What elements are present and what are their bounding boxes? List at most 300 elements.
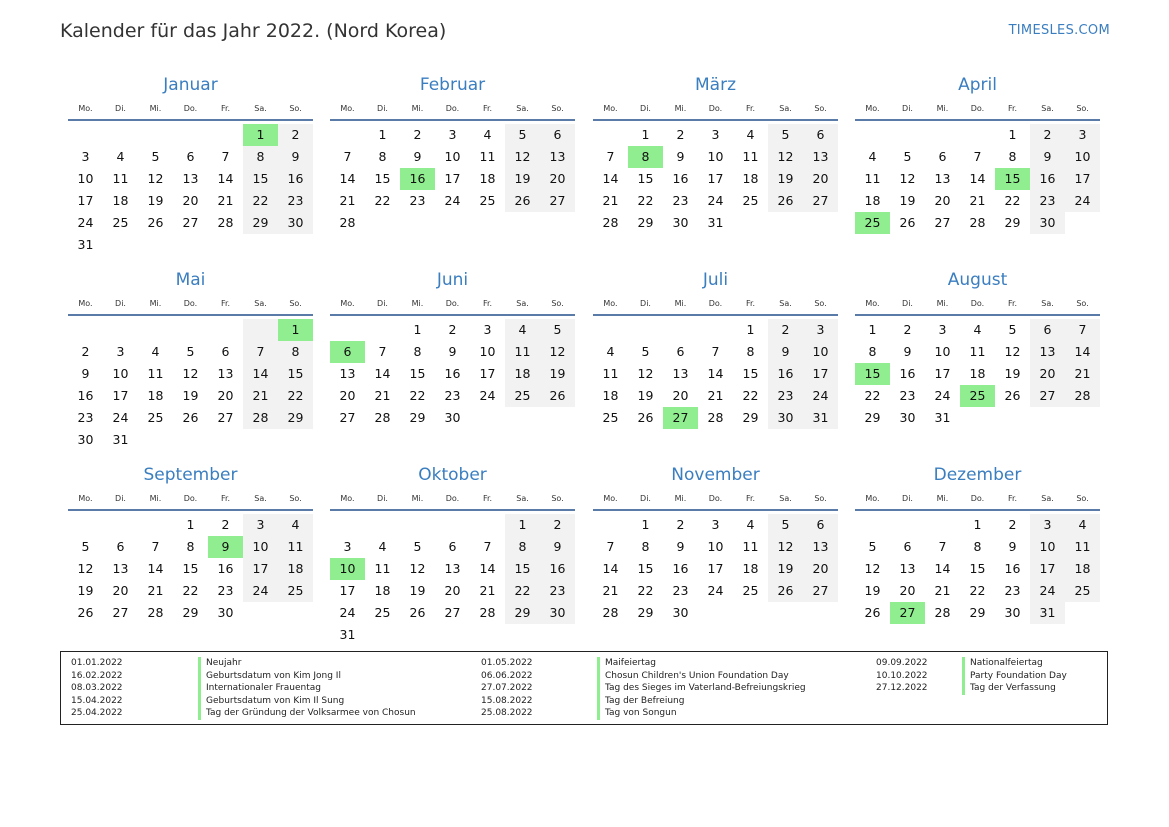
day-cell: 8	[243, 146, 278, 168]
day-cell: 26	[1004, 388, 1021, 403]
day-cell: 2	[413, 127, 422, 142]
weekday-label: Mo.	[78, 104, 93, 113]
day-cell: 15	[278, 363, 313, 385]
day-cell: 23	[1030, 190, 1065, 212]
day-cell: 26	[899, 215, 916, 230]
empty-cell	[593, 319, 628, 341]
weekday-label: Do.	[445, 104, 460, 113]
empty-cell	[330, 124, 365, 146]
holiday-day-cell: 16	[400, 168, 435, 190]
month-divider	[330, 119, 575, 121]
day-cell: 29	[243, 212, 278, 234]
month-divider	[593, 314, 838, 316]
day-cell: 20	[672, 388, 689, 403]
day-cell: 25	[602, 410, 619, 425]
day-cell: 13	[899, 561, 916, 576]
empty-cell	[925, 514, 960, 536]
day-cell: 26	[864, 605, 881, 620]
day-cell: 16	[672, 561, 689, 576]
day-cell: 10	[479, 344, 496, 359]
day-cell: 8	[413, 344, 422, 359]
empty-cell	[68, 319, 103, 341]
day-cell: 10	[444, 149, 461, 164]
month-name: Juli	[702, 270, 729, 290]
month-divider	[593, 509, 838, 511]
day-cell: 24	[243, 580, 278, 602]
day-cell: 31	[77, 237, 94, 252]
day-cell: 6	[448, 539, 457, 554]
day-cell: 9	[413, 149, 422, 164]
empty-cell	[435, 514, 470, 536]
weekday-label: Sa.	[254, 494, 267, 503]
day-cell: 16	[672, 171, 689, 186]
day-cell: 19	[77, 583, 94, 598]
month-mai	[68, 268, 313, 451]
weekday-label: So.	[551, 299, 564, 308]
weekday-label: Sa.	[254, 104, 267, 113]
day-cell: 12	[182, 366, 199, 381]
day-cell: 21	[479, 583, 496, 598]
day-cell: 4	[151, 344, 160, 359]
empty-cell	[138, 319, 173, 341]
day-cell: 22	[1004, 193, 1021, 208]
holiday-name: Tag von Songun	[597, 707, 677, 720]
day-cell: 1	[746, 322, 755, 337]
day-cell: 9	[676, 149, 685, 164]
day-cell: 18	[278, 558, 313, 580]
holiday-day-cell: 25	[855, 212, 890, 234]
holiday-name: Tag der Befreiung	[597, 695, 684, 708]
day-cell: 8	[868, 344, 877, 359]
day-cell: 9	[540, 536, 575, 558]
day-cell: 17	[707, 561, 724, 576]
holiday-name: Geburtsdatum von Kim Jong Il	[198, 670, 341, 683]
empty-cell	[365, 514, 400, 536]
day-cell: 26	[409, 605, 426, 620]
day-cell: 16	[1004, 561, 1021, 576]
day-cell: 14	[602, 171, 619, 186]
day-cell: 16	[540, 558, 575, 580]
day-cell: 25	[1065, 580, 1100, 602]
weekday-label: Di.	[115, 104, 126, 113]
day-cell: 16	[77, 388, 94, 403]
weekday-label: Mo.	[603, 299, 618, 308]
day-cell: 13	[672, 366, 689, 381]
day-cell: 15	[409, 366, 426, 381]
day-cell: 8	[278, 341, 313, 363]
day-cell: 11	[969, 344, 986, 359]
day-cell: 3	[803, 319, 838, 341]
holiday-name: Internationaler Frauentag	[198, 682, 321, 695]
day-cell: 25	[278, 580, 313, 602]
day-cell: 27	[339, 410, 356, 425]
weekday-label: Mi.	[674, 299, 687, 308]
weekday-label: Sa.	[516, 299, 529, 308]
day-cell: 11	[742, 149, 759, 164]
day-cell: 29	[182, 605, 199, 620]
weekday-label: Mo.	[340, 494, 355, 503]
day-cell: 23	[278, 190, 313, 212]
day-cell: 17	[77, 193, 94, 208]
weekday-label: Mi.	[149, 299, 162, 308]
day-cell: 4	[868, 149, 877, 164]
day-cell: 13	[803, 146, 838, 168]
day-cell: 24	[1030, 580, 1065, 602]
day-cell: 9	[448, 344, 457, 359]
empty-cell	[628, 319, 663, 341]
day-cell: 7	[1065, 319, 1100, 341]
empty-cell	[960, 124, 995, 146]
day-cell: 12	[147, 171, 164, 186]
day-cell: 6	[221, 344, 230, 359]
day-cell: 21	[339, 193, 356, 208]
day-cell: 13	[444, 561, 461, 576]
day-cell: 23	[409, 193, 426, 208]
day-cell: 6	[903, 539, 912, 554]
day-cell: 30	[217, 605, 234, 620]
day-cell: 4	[378, 539, 387, 554]
day-cell: 2	[448, 322, 457, 337]
day-cell: 5	[505, 124, 540, 146]
weekday-label: Mo.	[78, 494, 93, 503]
day-cell: 13	[803, 536, 838, 558]
day-grid	[330, 319, 575, 429]
weekday-label: Do.	[183, 299, 198, 308]
day-cell: 18	[969, 366, 986, 381]
day-cell: 17	[243, 558, 278, 580]
day-cell: 13	[540, 146, 575, 168]
weekday-label: Sa.	[1041, 299, 1054, 308]
day-cell: 20	[803, 168, 838, 190]
day-cell: 3	[483, 322, 492, 337]
day-cell: 5	[903, 149, 912, 164]
day-cell: 8	[746, 344, 755, 359]
day-cell: 24	[444, 193, 461, 208]
day-cell: 15	[637, 561, 654, 576]
weekday-label: Sa.	[254, 299, 267, 308]
day-cell: 12	[409, 561, 426, 576]
month-name: Juni	[436, 270, 469, 290]
day-cell: 26	[637, 410, 654, 425]
day-cell: 7	[483, 539, 492, 554]
weekday-label: Fr.	[745, 494, 756, 503]
weekday-label: Fr.	[482, 494, 493, 503]
holiday-date: 27.12.2022	[876, 683, 928, 694]
weekday-label: Mi.	[936, 104, 949, 113]
day-cell: 22	[969, 583, 986, 598]
day-cell: 2	[903, 322, 912, 337]
weekday-label: Fr.	[482, 299, 493, 308]
weekday-label: Mo.	[340, 299, 355, 308]
holiday-date: 08.03.2022	[71, 683, 123, 694]
day-cell: 4	[483, 127, 492, 142]
weekday-label: Do.	[970, 104, 985, 113]
holiday-name: Party Foundation Day	[962, 670, 1067, 683]
day-cell: 12	[1004, 344, 1021, 359]
day-cell: 3	[116, 344, 125, 359]
day-cell: 21	[602, 583, 619, 598]
day-cell: 20	[217, 388, 234, 403]
day-cell: 23	[899, 388, 916, 403]
day-cell: 11	[278, 536, 313, 558]
day-cell: 5	[540, 319, 575, 341]
day-cell: 29	[505, 602, 540, 624]
day-cell: 24	[1065, 190, 1100, 212]
day-cell: 6	[540, 124, 575, 146]
day-cell: 2	[81, 344, 90, 359]
month-name: März	[695, 75, 736, 95]
month-november	[593, 463, 838, 624]
month-name: Oktober	[418, 465, 487, 485]
day-cell: 6	[938, 149, 947, 164]
day-cell: 25	[147, 410, 164, 425]
month-name: November	[671, 465, 760, 485]
day-cell: 26	[77, 605, 94, 620]
day-cell: 30	[540, 602, 575, 624]
day-cell: 30	[672, 215, 689, 230]
day-cell: 13	[1030, 341, 1065, 363]
empty-cell	[890, 514, 925, 536]
day-cell: 25	[479, 193, 496, 208]
day-cell: 16	[768, 363, 803, 385]
day-cell: 6	[1030, 319, 1065, 341]
day-cell: 12	[768, 536, 803, 558]
month-name: Januar	[163, 75, 218, 95]
day-cell: 24	[112, 410, 129, 425]
day-cell: 30	[1004, 605, 1021, 620]
day-cell: 9	[278, 146, 313, 168]
empty-cell	[470, 514, 505, 536]
day-cell: 14	[243, 363, 278, 385]
empty-cell	[208, 124, 243, 146]
weekday-label: Di.	[640, 299, 651, 308]
weekday-label: Do.	[183, 494, 198, 503]
day-cell: 30	[444, 410, 461, 425]
day-cell: 25	[374, 605, 391, 620]
empty-cell	[365, 319, 400, 341]
day-cell: 31	[803, 407, 838, 429]
day-cell: 12	[768, 146, 803, 168]
weekday-label: Mo.	[865, 104, 880, 113]
day-cell: 22	[742, 388, 759, 403]
day-cell: 23	[672, 583, 689, 598]
day-cell: 14	[374, 366, 391, 381]
day-cell: 18	[602, 388, 619, 403]
month-divider	[68, 314, 313, 316]
day-cell: 6	[803, 124, 838, 146]
holiday-day-cell: 9	[208, 536, 243, 558]
day-cell: 8	[186, 539, 195, 554]
weekday-label: Fr.	[220, 494, 231, 503]
day-cell: 1	[1008, 127, 1017, 142]
day-cell: 14	[217, 171, 234, 186]
day-cell: 29	[864, 410, 881, 425]
day-cell: 24	[803, 385, 838, 407]
weekday-label: Mi.	[674, 104, 687, 113]
holiday-day-cell: 6	[330, 341, 365, 363]
day-cell: 12	[540, 341, 575, 363]
holiday-day-cell: 27	[663, 407, 698, 429]
site-link[interactable]: TIMESLES.COM	[1008, 23, 1110, 38]
day-cell: 16	[278, 168, 313, 190]
day-cell: 2	[278, 124, 313, 146]
day-cell: 22	[505, 580, 540, 602]
day-cell: 17	[934, 366, 951, 381]
day-cell: 23	[540, 580, 575, 602]
day-cell: 21	[1065, 363, 1100, 385]
day-cell: 25	[742, 193, 759, 208]
day-cell: 5	[641, 344, 650, 359]
weekday-label: Fr.	[482, 104, 493, 113]
day-cell: 8	[1008, 149, 1017, 164]
day-cell: 28	[217, 215, 234, 230]
empty-cell	[68, 514, 103, 536]
day-cell: 23	[217, 583, 234, 598]
day-cell: 4	[505, 319, 540, 341]
day-cell: 8	[378, 149, 387, 164]
day-cell: 3	[81, 149, 90, 164]
day-cell: 4	[746, 517, 755, 532]
day-cell: 21	[969, 193, 986, 208]
day-cell: 14	[339, 171, 356, 186]
empty-cell	[138, 124, 173, 146]
day-cell: 12	[864, 561, 881, 576]
day-cell: 15	[182, 561, 199, 576]
day-cell: 26	[768, 190, 803, 212]
weekday-header	[330, 294, 575, 314]
day-cell: 7	[221, 149, 230, 164]
holiday-date: 25.04.2022	[71, 708, 123, 719]
day-grid	[855, 124, 1100, 234]
day-cell: 27	[803, 580, 838, 602]
day-cell: 19	[768, 168, 803, 190]
day-cell: 23	[1004, 583, 1021, 598]
day-cell: 1	[641, 517, 650, 532]
day-cell: 9	[676, 539, 685, 554]
day-cell: 29	[637, 215, 654, 230]
empty-cell	[103, 514, 138, 536]
weekday-label: Di.	[377, 494, 388, 503]
day-cell: 26	[182, 410, 199, 425]
day-cell: 14	[479, 561, 496, 576]
day-cell: 17	[1030, 558, 1065, 580]
day-cell: 21	[934, 583, 951, 598]
weekday-label: Do.	[970, 494, 985, 503]
day-grid	[68, 514, 313, 624]
weekday-label: Sa.	[516, 494, 529, 503]
weekday-label: So.	[814, 104, 827, 113]
day-cell: 5	[768, 514, 803, 536]
day-cell: 7	[606, 149, 615, 164]
day-cell: 10	[934, 344, 951, 359]
weekday-label: Sa.	[779, 494, 792, 503]
day-cell: 9	[768, 341, 803, 363]
month-januar	[68, 73, 313, 256]
day-cell: 31	[339, 627, 356, 642]
day-grid	[593, 514, 838, 624]
holiday-day-cell: 25	[960, 385, 995, 407]
day-cell: 2	[676, 517, 685, 532]
day-cell: 27	[444, 605, 461, 620]
empty-cell	[103, 124, 138, 146]
day-cell: 17	[479, 366, 496, 381]
day-cell: 27	[112, 605, 129, 620]
holiday-date: 10.10.2022	[876, 670, 928, 681]
month-september	[68, 463, 313, 624]
month-divider	[855, 509, 1100, 511]
day-cell: 18	[147, 388, 164, 403]
holiday-day-cell: 1	[243, 124, 278, 146]
day-cell: 1	[868, 322, 877, 337]
weekday-label: Di.	[640, 494, 651, 503]
weekday-label: Do.	[708, 494, 723, 503]
day-cell: 3	[711, 517, 720, 532]
empty-cell	[663, 319, 698, 341]
weekday-label: Do.	[970, 299, 985, 308]
month-juli	[593, 268, 838, 429]
weekday-header	[593, 489, 838, 509]
day-cell: 13	[934, 171, 951, 186]
day-cell: 6	[803, 514, 838, 536]
empty-cell	[103, 319, 138, 341]
empty-cell	[330, 319, 365, 341]
day-cell: 2	[540, 514, 575, 536]
day-cell: 14	[969, 171, 986, 186]
day-cell: 27	[934, 215, 951, 230]
day-cell: 27	[217, 410, 234, 425]
day-cell: 11	[505, 341, 540, 363]
empty-cell	[173, 124, 208, 146]
day-cell: 14	[1065, 341, 1100, 363]
day-cell: 10	[707, 539, 724, 554]
day-cell: 30	[672, 605, 689, 620]
day-cell: 14	[934, 561, 951, 576]
day-cell: 1	[186, 517, 195, 532]
weekday-label: Mo.	[865, 494, 880, 503]
day-cell: 7	[343, 149, 352, 164]
weekday-header	[330, 99, 575, 119]
month-divider	[330, 509, 575, 511]
month-divider	[855, 119, 1100, 121]
day-grid	[330, 124, 575, 234]
day-cell: 21	[707, 388, 724, 403]
page-title: Kalender für das Jahr 2022. (Nord Korea)	[60, 20, 447, 42]
weekday-label: Di.	[377, 104, 388, 113]
day-cell: 29	[637, 605, 654, 620]
month-april	[855, 73, 1100, 234]
day-cell: 5	[768, 124, 803, 146]
day-cell: 24	[707, 583, 724, 598]
day-cell: 13	[339, 366, 356, 381]
day-cell: 24	[479, 388, 496, 403]
month-name: Dezember	[933, 465, 1022, 485]
day-cell: 1	[505, 514, 540, 536]
day-cell: 3	[343, 539, 352, 554]
weekday-label: So.	[289, 299, 302, 308]
day-cell: 14	[147, 561, 164, 576]
empty-cell	[855, 124, 890, 146]
weekday-label: So.	[289, 104, 302, 113]
day-cell: 23	[444, 388, 461, 403]
day-cell: 11	[602, 366, 619, 381]
day-cell: 29	[278, 407, 313, 429]
day-cell: 28	[339, 215, 356, 230]
day-cell: 28	[934, 605, 951, 620]
weekday-header	[855, 99, 1100, 119]
weekday-label: Fr.	[1007, 104, 1018, 113]
day-cell: 17	[707, 171, 724, 186]
day-cell: 18	[479, 171, 496, 186]
